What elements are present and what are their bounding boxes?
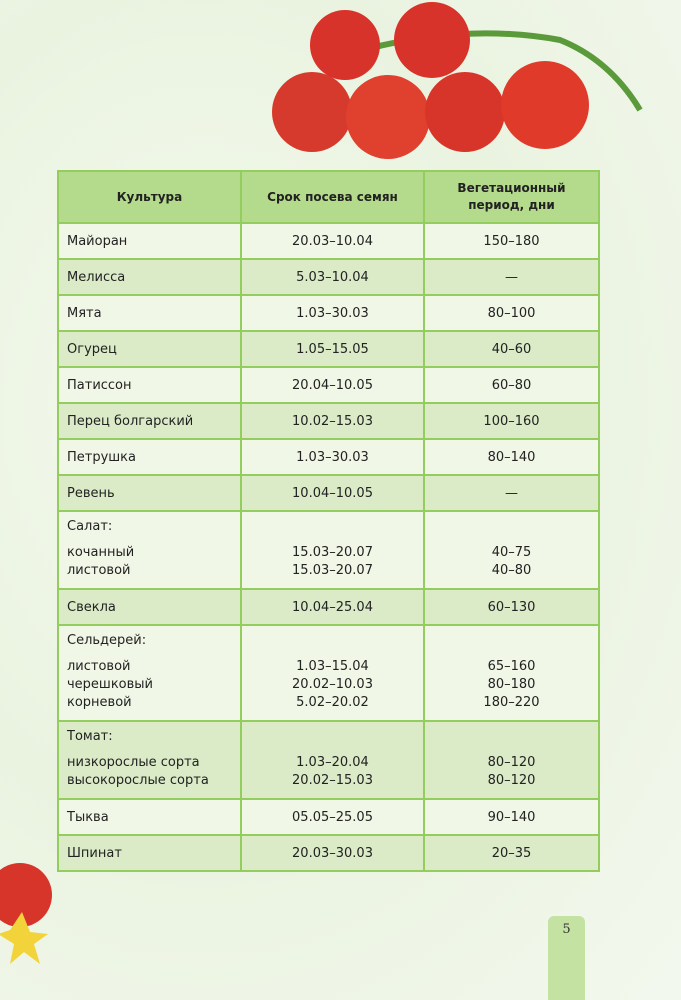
group-label: Салат: (67, 519, 113, 534)
table-row (58, 625, 599, 721)
culture-cell: Мелисса (58, 259, 241, 295)
name-line: низкорослые сорта (67, 755, 200, 770)
culture-cell: Шпинат (58, 835, 241, 871)
table-row (58, 259, 599, 295)
sowing-cell (241, 511, 424, 589)
vegetation-cell: — (424, 475, 599, 511)
table-row (58, 223, 599, 259)
sowing-cell: 20.03–10.04 (241, 223, 424, 259)
name-line: листовой (67, 563, 131, 578)
sowing-cell: 10.04–25.04 (241, 589, 424, 625)
sow-line: 15.03–20.07 (292, 563, 373, 578)
vegetation-cell: 80–140 (424, 439, 599, 475)
sow-line: 15.03–20.07 (292, 545, 373, 560)
sow-line: 20.02–10.03 (292, 677, 373, 692)
veg-line: 80–180 (487, 677, 536, 692)
sowing-cell: 10.04–10.05 (241, 475, 424, 511)
vegetation-cell: 100–160 (424, 403, 599, 439)
name-line: черешковый (67, 677, 154, 692)
name-line: корневой (67, 695, 132, 710)
table-row (58, 475, 599, 511)
vegetation-cell: 80–100 (424, 295, 599, 331)
table-row (58, 403, 599, 439)
culture-cell: Тыква (58, 799, 241, 835)
group-label: Сельдерей: (67, 633, 147, 648)
table-row (58, 439, 599, 475)
sowing-cell: 1.03–30.03 (241, 295, 424, 331)
page-number: 5 (548, 916, 585, 1000)
vegetation-cell: 90–140 (424, 799, 599, 835)
vegetation-cell (424, 511, 599, 589)
table-row (58, 331, 599, 367)
sow-line: 1.03–20.04 (296, 755, 369, 770)
sowing-cell: 1.03–30.03 (241, 439, 424, 475)
sowing-cell (241, 721, 424, 799)
table-row (58, 511, 599, 589)
table-row (58, 367, 599, 403)
sowing-cell: 10.02–15.03 (241, 403, 424, 439)
table-row (58, 589, 599, 625)
sowing-table (57, 170, 600, 872)
vegetation-cell: 60–80 (424, 367, 599, 403)
sow-line: 20.02–15.03 (292, 773, 373, 788)
sowing-cell (241, 625, 424, 721)
culture-cell: Патиссон (58, 367, 241, 403)
veg-line: 40–80 (491, 563, 532, 578)
culture-cell: Свекла (58, 589, 241, 625)
name-line: кочанный (67, 545, 135, 560)
culture-cell: Перец болгарский (58, 403, 241, 439)
vegetation-cell: 60–130 (424, 589, 599, 625)
veg-line: 80–120 (487, 755, 536, 770)
name-line: высокорослые сорта (67, 773, 209, 788)
veg-line: 65–160 (487, 659, 536, 674)
culture-cell (58, 721, 241, 799)
vegetation-cell (424, 625, 599, 721)
veg-line: 180–220 (483, 695, 540, 710)
culture-cell: Майоран (58, 223, 241, 259)
sow-line: 1.03–15.04 (296, 659, 369, 674)
name-line: листовой (67, 659, 131, 674)
header-culture: Культура (58, 171, 241, 223)
vegetation-cell: 150–180 (424, 223, 599, 259)
sowing-cell: 5.03–10.04 (241, 259, 424, 295)
vegetation-cell (424, 721, 599, 799)
group-label: Томат: (67, 729, 113, 744)
vegetation-cell: — (424, 259, 599, 295)
vegetation-cell: 20–35 (424, 835, 599, 871)
sowing-cell: 1.05–15.05 (241, 331, 424, 367)
header-vegetation: Вегетационный период, дни (424, 171, 599, 223)
table-row (58, 799, 599, 835)
culture-cell (58, 511, 241, 589)
veg-line: 40–75 (491, 545, 532, 560)
sowing-cell: 05.05–25.05 (241, 799, 424, 835)
culture-cell: Ревень (58, 475, 241, 511)
vegetation-cell: 40–60 (424, 331, 599, 367)
culture-cell: Петрушка (58, 439, 241, 475)
table-row (58, 295, 599, 331)
header-sowing: Срок посева семян (241, 171, 424, 223)
culture-cell (58, 625, 241, 721)
culture-cell: Огурец (58, 331, 241, 367)
sowing-cell: 20.03–30.03 (241, 835, 424, 871)
veg-line: 80–120 (487, 773, 536, 788)
sowing-cell: 20.04–10.05 (241, 367, 424, 403)
table-row (58, 835, 599, 871)
sow-line: 5.02–20.02 (296, 695, 369, 710)
culture-cell: Мята (58, 295, 241, 331)
table-row (58, 721, 599, 799)
